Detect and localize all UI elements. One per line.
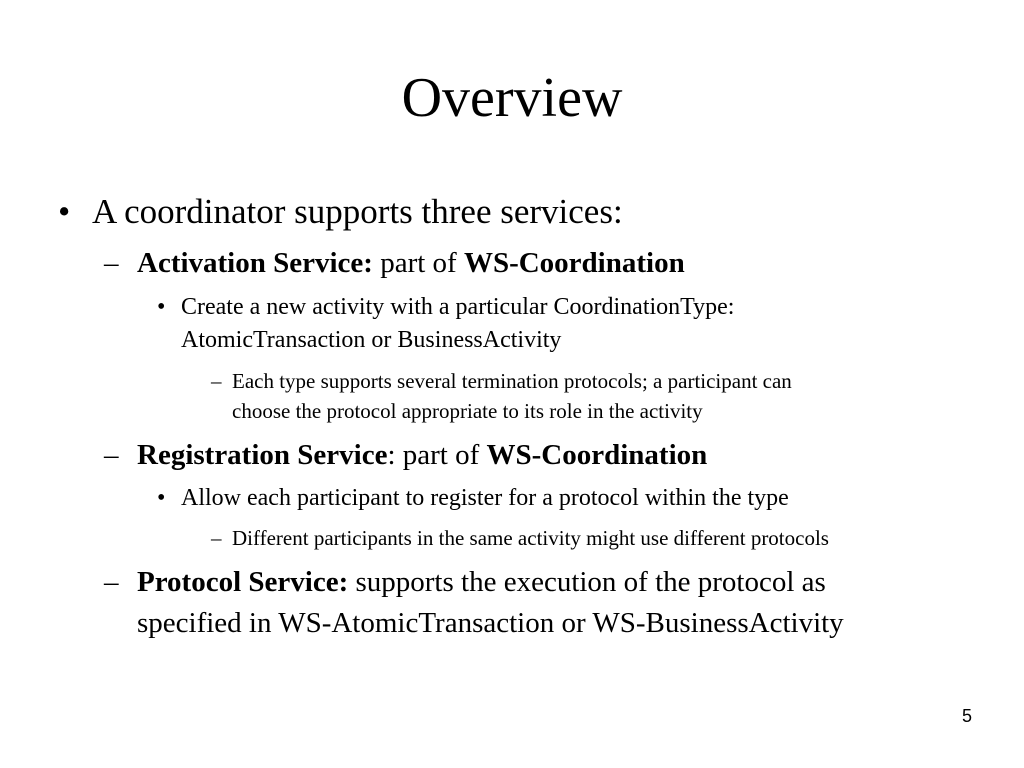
dash-marker: – <box>104 247 119 279</box>
activation-sub-line-2: AtomicTransaction or BusinessActivity <box>181 327 562 353</box>
protocol-service-rest: supports the execution of the protocol as <box>348 566 826 598</box>
dash-marker: – <box>104 439 119 471</box>
activation-service-spec: WS-Coordination <box>463 247 685 279</box>
dash-marker: – <box>211 369 222 393</box>
dash-marker: – <box>104 566 119 598</box>
registration-service-item <box>137 435 707 475</box>
slide-title: Overview <box>401 67 623 129</box>
protocol-service-line-2: specified in WS-AtomicTransaction or WS-BusinessActivity <box>137 607 844 639</box>
page-number: 5 <box>961 706 972 726</box>
registration-subsub-line-1: Different participants in the same activity might use different protocols <box>232 526 829 550</box>
activation-service-label: Activation Service: <box>137 247 373 279</box>
dash-marker: – <box>211 526 222 550</box>
registration-service-spec: WS-Coordination <box>486 439 708 471</box>
registration-service-label: Registration Service <box>137 439 388 471</box>
protocol-service-label: Protocol Service: <box>137 566 349 598</box>
bullet-marker: • <box>157 294 166 320</box>
activation-service-mid: part of <box>372 247 464 279</box>
registration-sub-line-1: Allow each participant to register for a protocol within the type <box>181 485 789 511</box>
bullet-coordinator-services: A coordinator supports three services: <box>92 192 623 231</box>
activation-subsub-line-1: Each type supports several termination protocols; a participant can <box>232 369 792 393</box>
activation-service-item <box>137 243 685 283</box>
registration-service-mid: : part of <box>387 439 487 471</box>
bullet-marker: • <box>58 192 71 231</box>
protocol-service-item <box>137 562 826 602</box>
bullet-marker: • <box>157 485 166 511</box>
activation-subsub-line-2: choose the protocol appropriate to its role in the activity <box>232 399 703 423</box>
activation-sub-line-1: Create a new activity with a particular CoordinationType: <box>181 294 735 320</box>
